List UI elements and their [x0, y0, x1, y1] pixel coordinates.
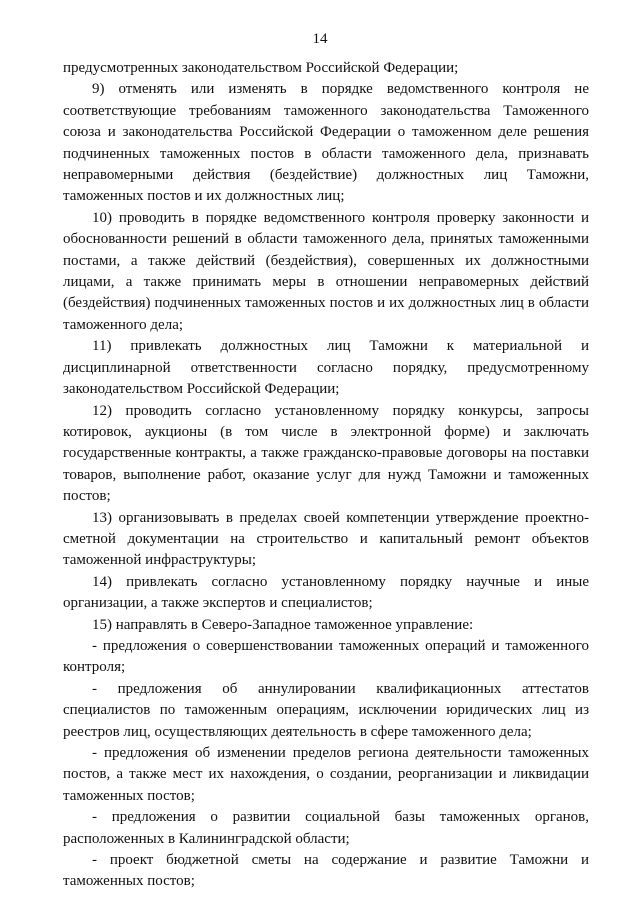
paragraph-item-11: 11) привлекать должностных лиц Таможни к материальной и дисциплинарной ответственности согласно порядку, предусмотренному законодательством Российской Федерации;	[63, 338, 589, 398]
bullet-item-certificates: - предложения об аннулировании квалификационных аттестатов специалистов по таможенным операциям, исключении юридических лиц из реестров лиц, осуществляющих деятельность в сфере таможенного дела;	[63, 680, 589, 740]
document-body	[63, 58, 589, 893]
bullet-item-budget-estimate: - проект бюджетной сметы на содержание и развитие Таможни и таможенных постов;	[63, 852, 589, 890]
paragraph-continuation: предусмотренных законодательством Российской Федерации;	[63, 60, 459, 76]
paragraph-item-10: 10) проводить в порядке ведомственного контроля проверку законности и обоснованности решений в области таможенного дела, принятых таможенными постами, а также действий (бездействия), совершенных их должностными лицами, а также принимать меры в отношении неправомерных действий (бездействия) подчиненных таможенных постов и их должностных лиц в области таможенного дела;	[63, 209, 589, 333]
bullet-item-region-limits: - предложения об изменении пределов региона деятельности таможенных постов, а также мест их нахождения, о создании, реорганизации и ликвидации таможенных постов;	[63, 745, 589, 804]
paragraph-item-9: 9) отменять или изменять в порядке ведомственного контроля не соответствующие требованиям таможенного законодательства Таможенного союза и законодательства Российской Федерации о таможенном деле решения подчиненных таможенных постов в области таможенного дела, признавать неправомерными действия (бездействие) должностных лиц Таможни, таможенных постов и их должностных лиц;	[63, 81, 589, 205]
page-number: 14	[312, 31, 328, 47]
bullet-item-social-base: - предложения о развитии социальной базы таможенных органов, расположенных в Калининградской области;	[63, 809, 589, 847]
paragraph-item-12: 12) проводить согласно установленному порядку конкурсы, запросы котировок, аукционы (в том числе в электронной форме) и заключать государственные контракты, а также гражданско-правовые договоры на поставки товаров, выполнение работ, оказание услуг для нужд Таможни и таможенных постов;	[63, 402, 589, 505]
paragraph-item-15: 15) направлять в Северо-Западное таможенное управление:	[92, 616, 474, 633]
bullet-item-customs-operations: - предложения о совершенствовании таможенных операций и таможенного контроля;	[63, 637, 589, 676]
paragraph-item-13: 13) организовывать в пределах своей компетенции утверждение проектно-сметной документации на строительство и капитальный ремонт объектов таможенной инфраструктуры;	[63, 509, 589, 569]
paragraph-item-14: 14) привлекать согласно установленному порядку научные и иные организации, а также экспертов и специалистов;	[63, 573, 589, 612]
